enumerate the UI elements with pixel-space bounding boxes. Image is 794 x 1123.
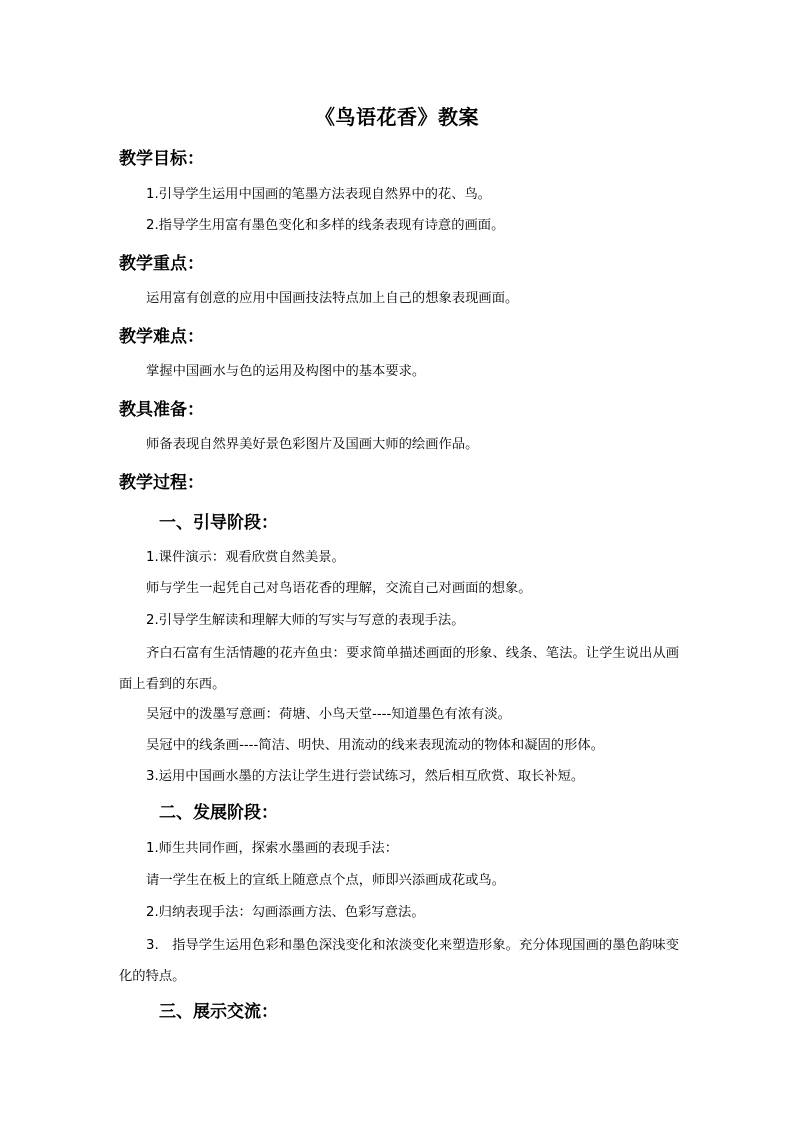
section-heading-materials: 教具准备： (119, 400, 204, 420)
key-points-text: 运用富有创意的应用中国画技法特点加上自己的想象表现画面。 (146, 291, 519, 306)
objective-item-1: 1.引导学生运用中国画的笔墨方法表现自然界中的花、鸟。 (146, 187, 492, 202)
stage1-line-7: 3.运用中国画水墨的方法让学生进行尝试练习，然后相互欣赏、取长补短。 (146, 769, 585, 784)
stage1-line-6: 吴冠中的线条画----简洁、明快、用流动的线来表现流动的物体和凝固的形体。 (146, 738, 604, 753)
stage1-line-1: 1.课件演示：观看欣赏自然美景。 (146, 550, 345, 565)
section-heading-process: 教学过程： (119, 473, 204, 493)
section-heading-objectives: 教学目标： (119, 149, 204, 169)
stage1-line-2: 师与学生一起凭自己对鸟语花香的理解，交流自己对画面的想象。 (146, 581, 532, 596)
stage-heading-guide: 一、引导阶段： (159, 513, 278, 533)
stage1-line-5: 吴冠中的泼墨写意画：荷塘、小鸟天堂----知道墨色有浓有淡。 (146, 707, 511, 722)
stage1-line-3: 2.引导学生解读和理解大师的写实与写意的表现手法。 (146, 613, 465, 628)
stage-heading-showcase: 三、展示交流： (159, 1002, 278, 1022)
materials-text: 师备表现自然界美好景色彩图片及国画大师的绘画作品。 (146, 437, 479, 452)
stage2-line-1: 1.师生共同作画，探索水墨画的表现手法： (146, 841, 399, 856)
stage2-line-3: 2.归纳表现手法：勾画添画方法、色彩写意法。 (146, 905, 425, 920)
stage1-line-4: 齐白石富有生活情趣的花卉鱼虫：要求简单描述画面的形象、线条、笔法。让学生说出从画面上看到的东西。 (119, 646, 679, 692)
objective-item-2: 2.指导学生用富有墨色变化和多样的线条表现有诗意的画面。 (146, 218, 505, 233)
section-heading-key-points: 教学重点： (119, 254, 204, 274)
stage-heading-development: 二、发展阶段： (159, 803, 278, 823)
difficulties-text: 掌握中国画水与色的运用及构图中的基本要求。 (146, 364, 426, 379)
stage2-line-2: 请一学生在板上的宣纸上随意点个点，师即兴添画成花或鸟。 (146, 873, 506, 888)
document-title: 《鸟语花香》教案 (315, 105, 479, 129)
stage2-line-4: 3. 指导学生运用色彩和墨色深浅变化和浓淡变化来塑造形象。充分体现国画的墨色韵味变化的特点。 (119, 938, 679, 984)
section-heading-difficulties: 教学难点： (119, 327, 204, 347)
